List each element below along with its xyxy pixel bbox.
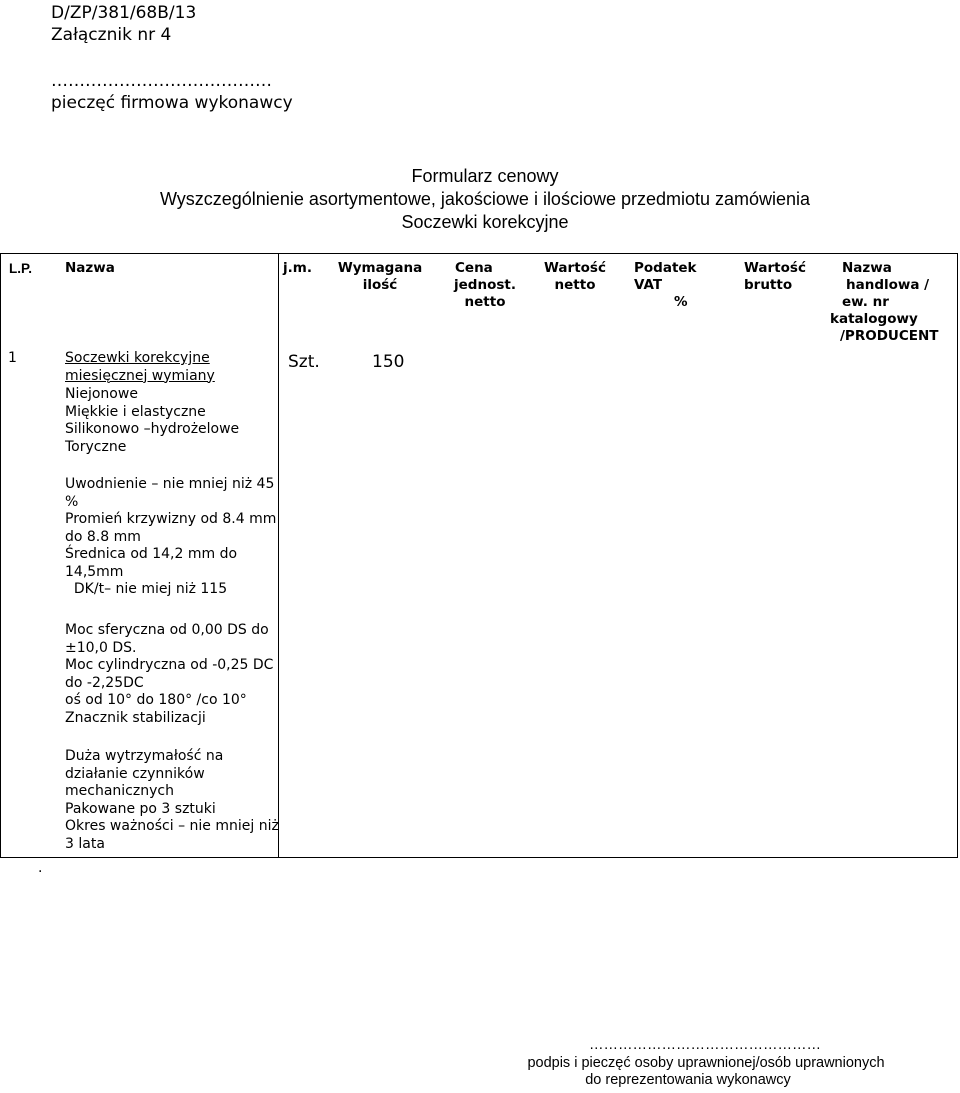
header-podatek-vat: Podatek VAT % [634,260,697,310]
row-desc-power: Moc sferyczna od 0,00 DS do ±10,0 DS. Moc cylindryczna od -0,25 DC do -2,25DC oś od 10° do 180° /co 10° Znacznik stabilizacji [65,622,274,726]
header-wartosc-netto: Wartość netto [544,260,606,293]
stamp-dots: ………………………………… [51,71,272,91]
row-quantity: 150 [372,352,405,372]
annex-label: Załącznik nr 4 [51,25,172,45]
header-lp: L.P. [9,261,33,276]
row-product-name: Soczewki korekcyjne miesięcznej wymiany [65,350,215,384]
header-nazwa-handlowa: Nazwa handlowa / ew. nr katalogowy /PRODUCENT [830,260,939,344]
stamp-caption: pieczęć firmowa wykonawcy [51,93,293,113]
signature-caption-line2: do reprezentowania wykonawcy [585,1072,791,1088]
header-nazwa: Nazwa [65,260,115,276]
row-desc-material: Niejonowe Miękkie i elastyczne Silikonowo –hydrożelowe Toryczne [65,386,240,455]
header-wartosc-brutto: Wartość brutto [744,260,806,293]
document-reference: D/ZP/381/68B/13 [51,3,197,23]
row-lp: 1 [8,350,17,366]
header-jm: j.m. [283,260,312,276]
row-unit: Szt. [288,352,320,372]
form-subtitle: Wyszczególnienie asortymentowe, jakościowe i ilościowe przedmiotu zamówienia [159,189,811,209]
signature-dots: ………………………………………… [589,1037,821,1053]
below-table-dot: . [38,860,43,876]
row-desc-durability: Duża wytrzymałość na działanie czynników mechanicznych Pakowane po 3 sztuki Okres ważności – nie mniej niż 3 lata [65,748,279,852]
signature-caption-line1: podpis i pieczęć osoby uprawnionej/osób uprawnionych [527,1055,885,1071]
header-cena-jednost: Cena jednost. netto [454,260,516,310]
form-title: Formularz cenowy [411,166,559,186]
product-title: Soczewki korekcyjne [401,212,569,232]
header-wymagana-ilosc: Wymagana ilość [337,260,423,293]
row-desc-parameters: Uwodnienie – nie mniej niż 45 % Promień krzywizny od 8.4 mm do 8.8 mm Średnica od 14,2 mm do 14,5mm DK/t– nie miej niż 115 [65,476,277,597]
